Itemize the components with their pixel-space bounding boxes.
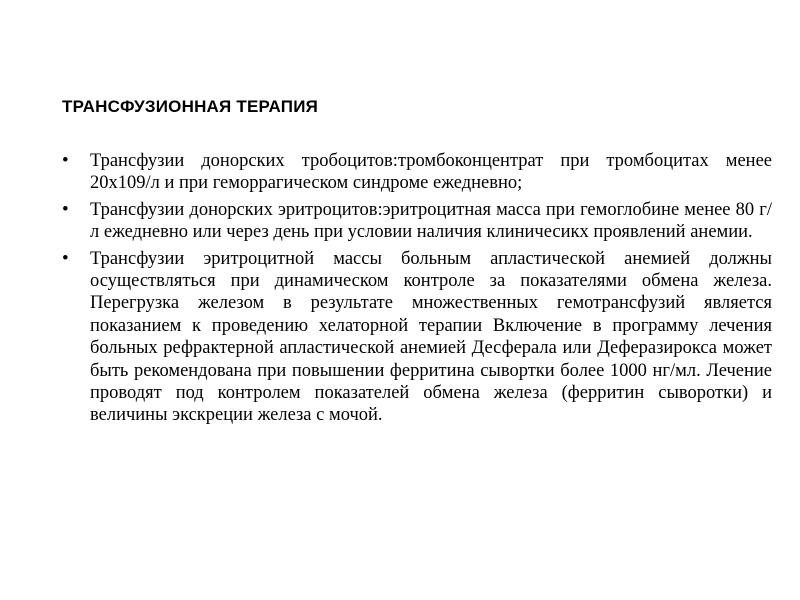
bullet-item-iron-chelation — [62, 248, 772, 427]
bullet-item-erythrocytes — [62, 199, 772, 244]
bullet-icon: • — [62, 198, 69, 220]
bullet-text: Трансфузии донорских эритроцитов:эритроцитная масса при гемоглобине менее 80 г/л ежедневно или через день при условии наличия клиничесикх проявлений анемии. — [90, 199, 772, 243]
slide-title: ТРАНСФУЗИОННАЯ ТЕРАПИЯ — [62, 97, 319, 116]
bullet-item-platelets — [62, 150, 772, 195]
bullet-icon: • — [62, 247, 69, 269]
bullet-icon: • — [62, 150, 69, 171]
bullet-text: Трансфузии донорских тробоцитов:тромбоконцентрат при тромбоцитах менее 20х109/л и при геморрагическом синдроме ежедневно; — [90, 151, 772, 194]
bullet-list — [62, 150, 772, 431]
bullet-text: Трансфузии эритроцитной массы больным апластической анемией должны осуществляться при динамическом контроле за показателями обмена железа. Перегрузка железом в результате множественных гемотрансфузий является показанием к проведению хелаторной терапии Включение в программу лечения больных рефрактерной апластической анемией Десферала или Деферазирокса может быть рекомендована при повышении ферритина сывортки более 1000 нг/мл. Лечение проводят под контролем показателей обмена железа (ферритин сыворотки) и величины экскреции железа с мочой. — [90, 248, 772, 426]
